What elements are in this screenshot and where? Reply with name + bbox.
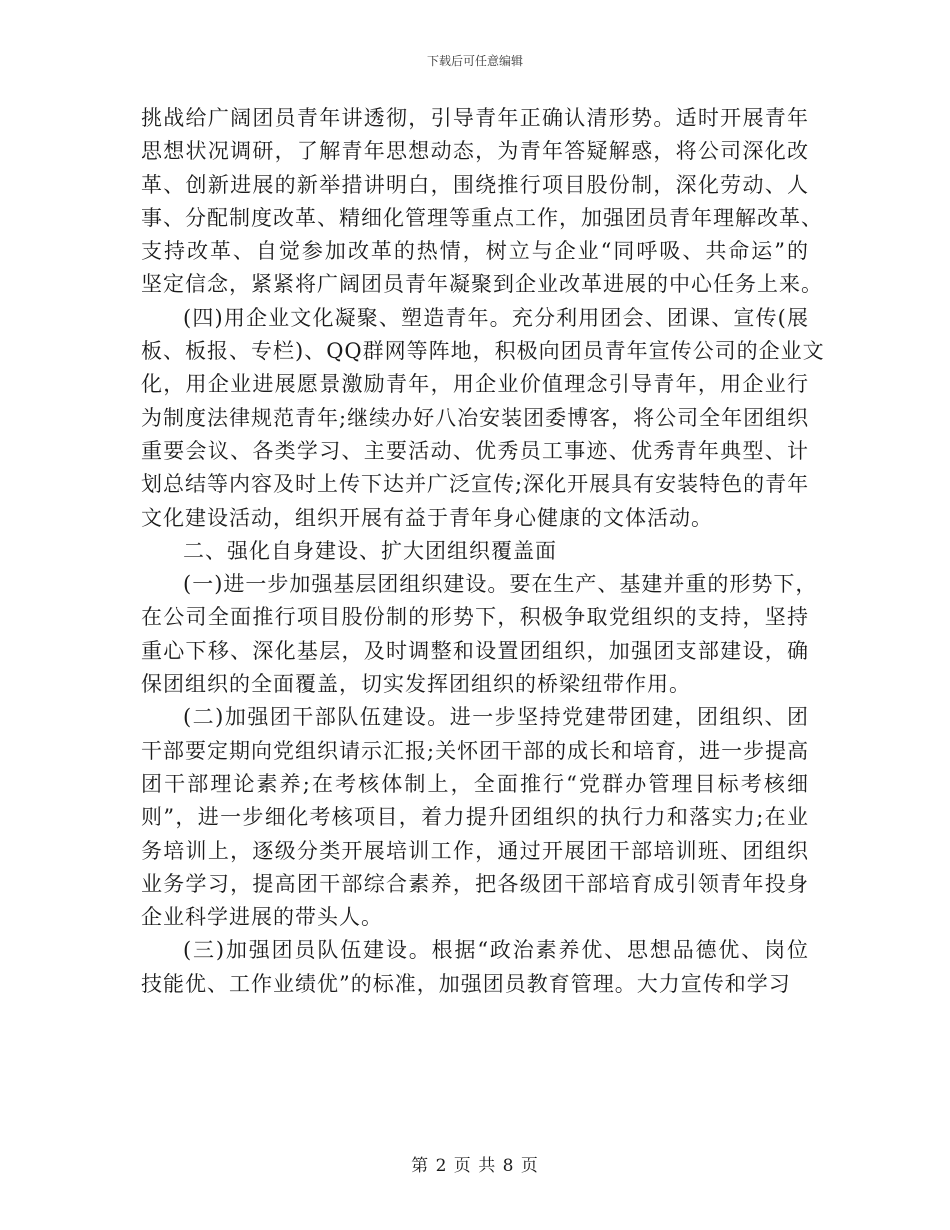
body-text-line: 文化建设活动，组织开展有益于青年身心健康的文体活动。 <box>141 505 713 530</box>
body-text-line: 化，用企业进展愿景激励青年，用企业价值理念引导青年，用企业行 <box>141 372 809 397</box>
body-text-line: 团干部理论素养;在考核体制上，全面推行“党群办管理目标考核细 <box>141 771 809 796</box>
body-text-line: 务培训上，逐级分类开展培训工作，通过开展团干部培训班、团组织 <box>141 838 809 863</box>
body-text-line: 革、创新进展的新举措讲明白，围绕推行项目股份制，深化劳动、人 <box>141 172 809 197</box>
body-text-line: 思想状况调研，了解青年思想动态，为青年答疑解惑，将公司深化改 <box>141 139 809 164</box>
body-text-line: 为制度法律规范青年;继续办好八冶安装团委博客，将公司全年团组织 <box>141 405 810 430</box>
body-text-line: 技能优、工作业绩优”的标准，加强团员教育管理。大力宣传和学习 <box>141 971 791 996</box>
body-text-line: (四)用企业文化凝聚、塑造青年。充分利用团会、团课、宣传(展 <box>183 305 809 330</box>
body-text-line: 重心下移、深化基层，及时调整和设置团组织，加强团支部建设，确 <box>141 638 809 663</box>
body-text-line: 划总结等内容及时上传下达并广泛宣传;深化开展具有安装特色的青年 <box>141 472 810 497</box>
body-text-line: 坚定信念，紧紧将广阔团员青年凝聚到企业改革进展的中心任务上来。 <box>141 272 823 297</box>
body-text-line: 事、分配制度改革、精细化管理等重点工作，加强团员青年理解改革、 <box>141 205 823 230</box>
body-text-line: 板、板报、专栏)、QQ群网等阵地，积极向团员青年宣传公司的企业文 <box>141 339 825 364</box>
body-text-line: 支持改革、自觉参加改革的热情，树立与企业“同呼吸、共命运”的 <box>141 239 809 264</box>
body-text-line: 重要会议、各类学习、主要活动、优秀员工事迹、优秀青年典型、计 <box>141 438 809 463</box>
page-header: 下载后可任意编辑 <box>426 54 523 68</box>
body-text-line: (一)进一步加强基层团组织建设。要在生产、基建并重的形势下， <box>183 572 818 597</box>
body-text-line: (二)加强团干部队伍建设。进一步坚持党建带团建，团组织、团 <box>183 705 809 730</box>
body-text-line: 在公司全面推行项目股份制的形势下，积极争取党组织的支持，坚持 <box>141 605 809 630</box>
page-number: 第 2 页 共 8 页 <box>411 1156 539 1176</box>
document-body <box>141 102 825 1001</box>
body-text-line: 则”，进一步细化考核项目，着力提升团组织的执行力和落实力;在业 <box>141 805 809 830</box>
body-text-line: 保团组织的全面覆盖，切实发挥团组织的桥梁纽带作用。 <box>141 672 691 697</box>
body-text-line: 二、强化自身建设、扩大团组织覆盖面 <box>183 538 557 563</box>
body-text-line: 干部要定期向党组织请示汇报;关怀团干部的成长和培育，进一步提高 <box>141 738 810 763</box>
body-text-line: 企业科学进展的带头人。 <box>141 905 383 930</box>
body-text-line: (三)加强团员队伍建设。根据“政治素养优、思想品德优、岗位 <box>183 938 809 963</box>
body-text-line: 业务学习，提高团干部综合素养，把各级团干部培育成引领青年投身 <box>141 871 809 896</box>
body-text-line: 挑战给广阔团员青年讲透彻，引导青年正确认清形势。适时开展青年 <box>141 106 809 130</box>
